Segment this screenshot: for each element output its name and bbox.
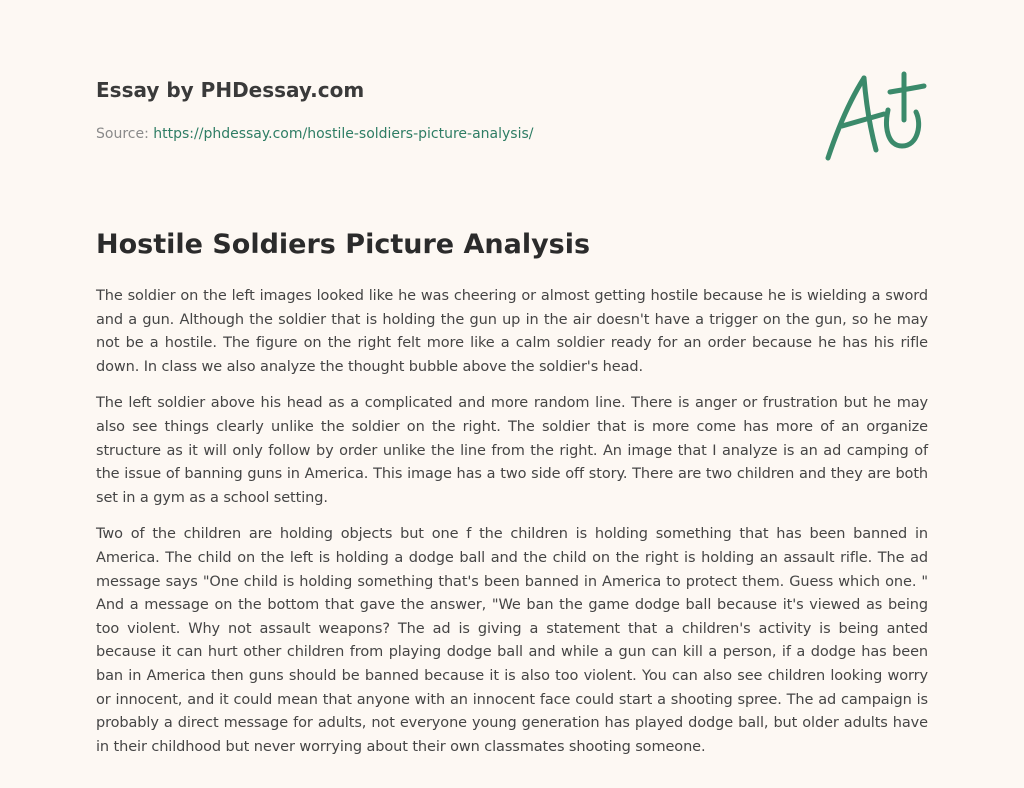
source-link[interactable]: https://phdessay.com/hostile-soldiers-picture-analysis/ — [153, 126, 534, 142]
source-line — [96, 124, 796, 144]
site-brand: Essay by PHDessay.com — [96, 78, 365, 102]
paragraph: The left soldier above his head as a complicated and more random line. There is anger or frustration but he may also see things clearly unlike the soldier on the right. The soldier that is more come has more of an organize structure as it will only follow by order unlike the line from the right. An image that I analyze is an ad camping of the issue of banning guns in America. This image has a two side off story. There are two children and they are both set in a gym as a school setting. — [96, 395, 928, 506]
page-title: Hostile Soldiers Picture Analysis — [96, 229, 591, 260]
paragraph: Two of the children are holding objects but one f the children is holding something that has been banned in America. The child on the left is holding a dodge ball and the child on the right is holding an assault rifle. The ad message says "One child is holding something that's been banned in America to protect them. Guess which one. " And a message on the bottom that gave the answer, "We ban the game dodge ball because it's viewed as being too violent. Why not assault weapons? The ad is giving a statement that a children's activity is being anted because it can hurt other children from playing dodge ball and while a gun can kill a person, if a dodge has been ban in America then guns should be banned because it is also too violent. You can also see children looking worry or innocent, and it could mean that anyone with an innocent face could start a shooting spree. The ad campaign is probably a direct message for adults, not everyone young generation has played dodge ball, but older adults have in their childhood but never worrying about their own classmates shooting someone. — [96, 526, 928, 755]
article-body — [96, 285, 928, 772]
paragraph: The soldier on the left images looked like he was cheering or almost getting hostile because he is wielding a sword and a gun. Although the soldier that is holding the gun up in the air doesn't have a trigger on the gun, so he may not be a hostile. The figure on the right felt more like a calm soldier ready for an order because he has his rifle down. In class we also analyze the thought bubble above the soldier's head. — [96, 288, 928, 375]
source-label: Source: — [96, 126, 154, 142]
page-header — [96, 76, 796, 144]
a-plus-grade-icon — [818, 66, 930, 166]
